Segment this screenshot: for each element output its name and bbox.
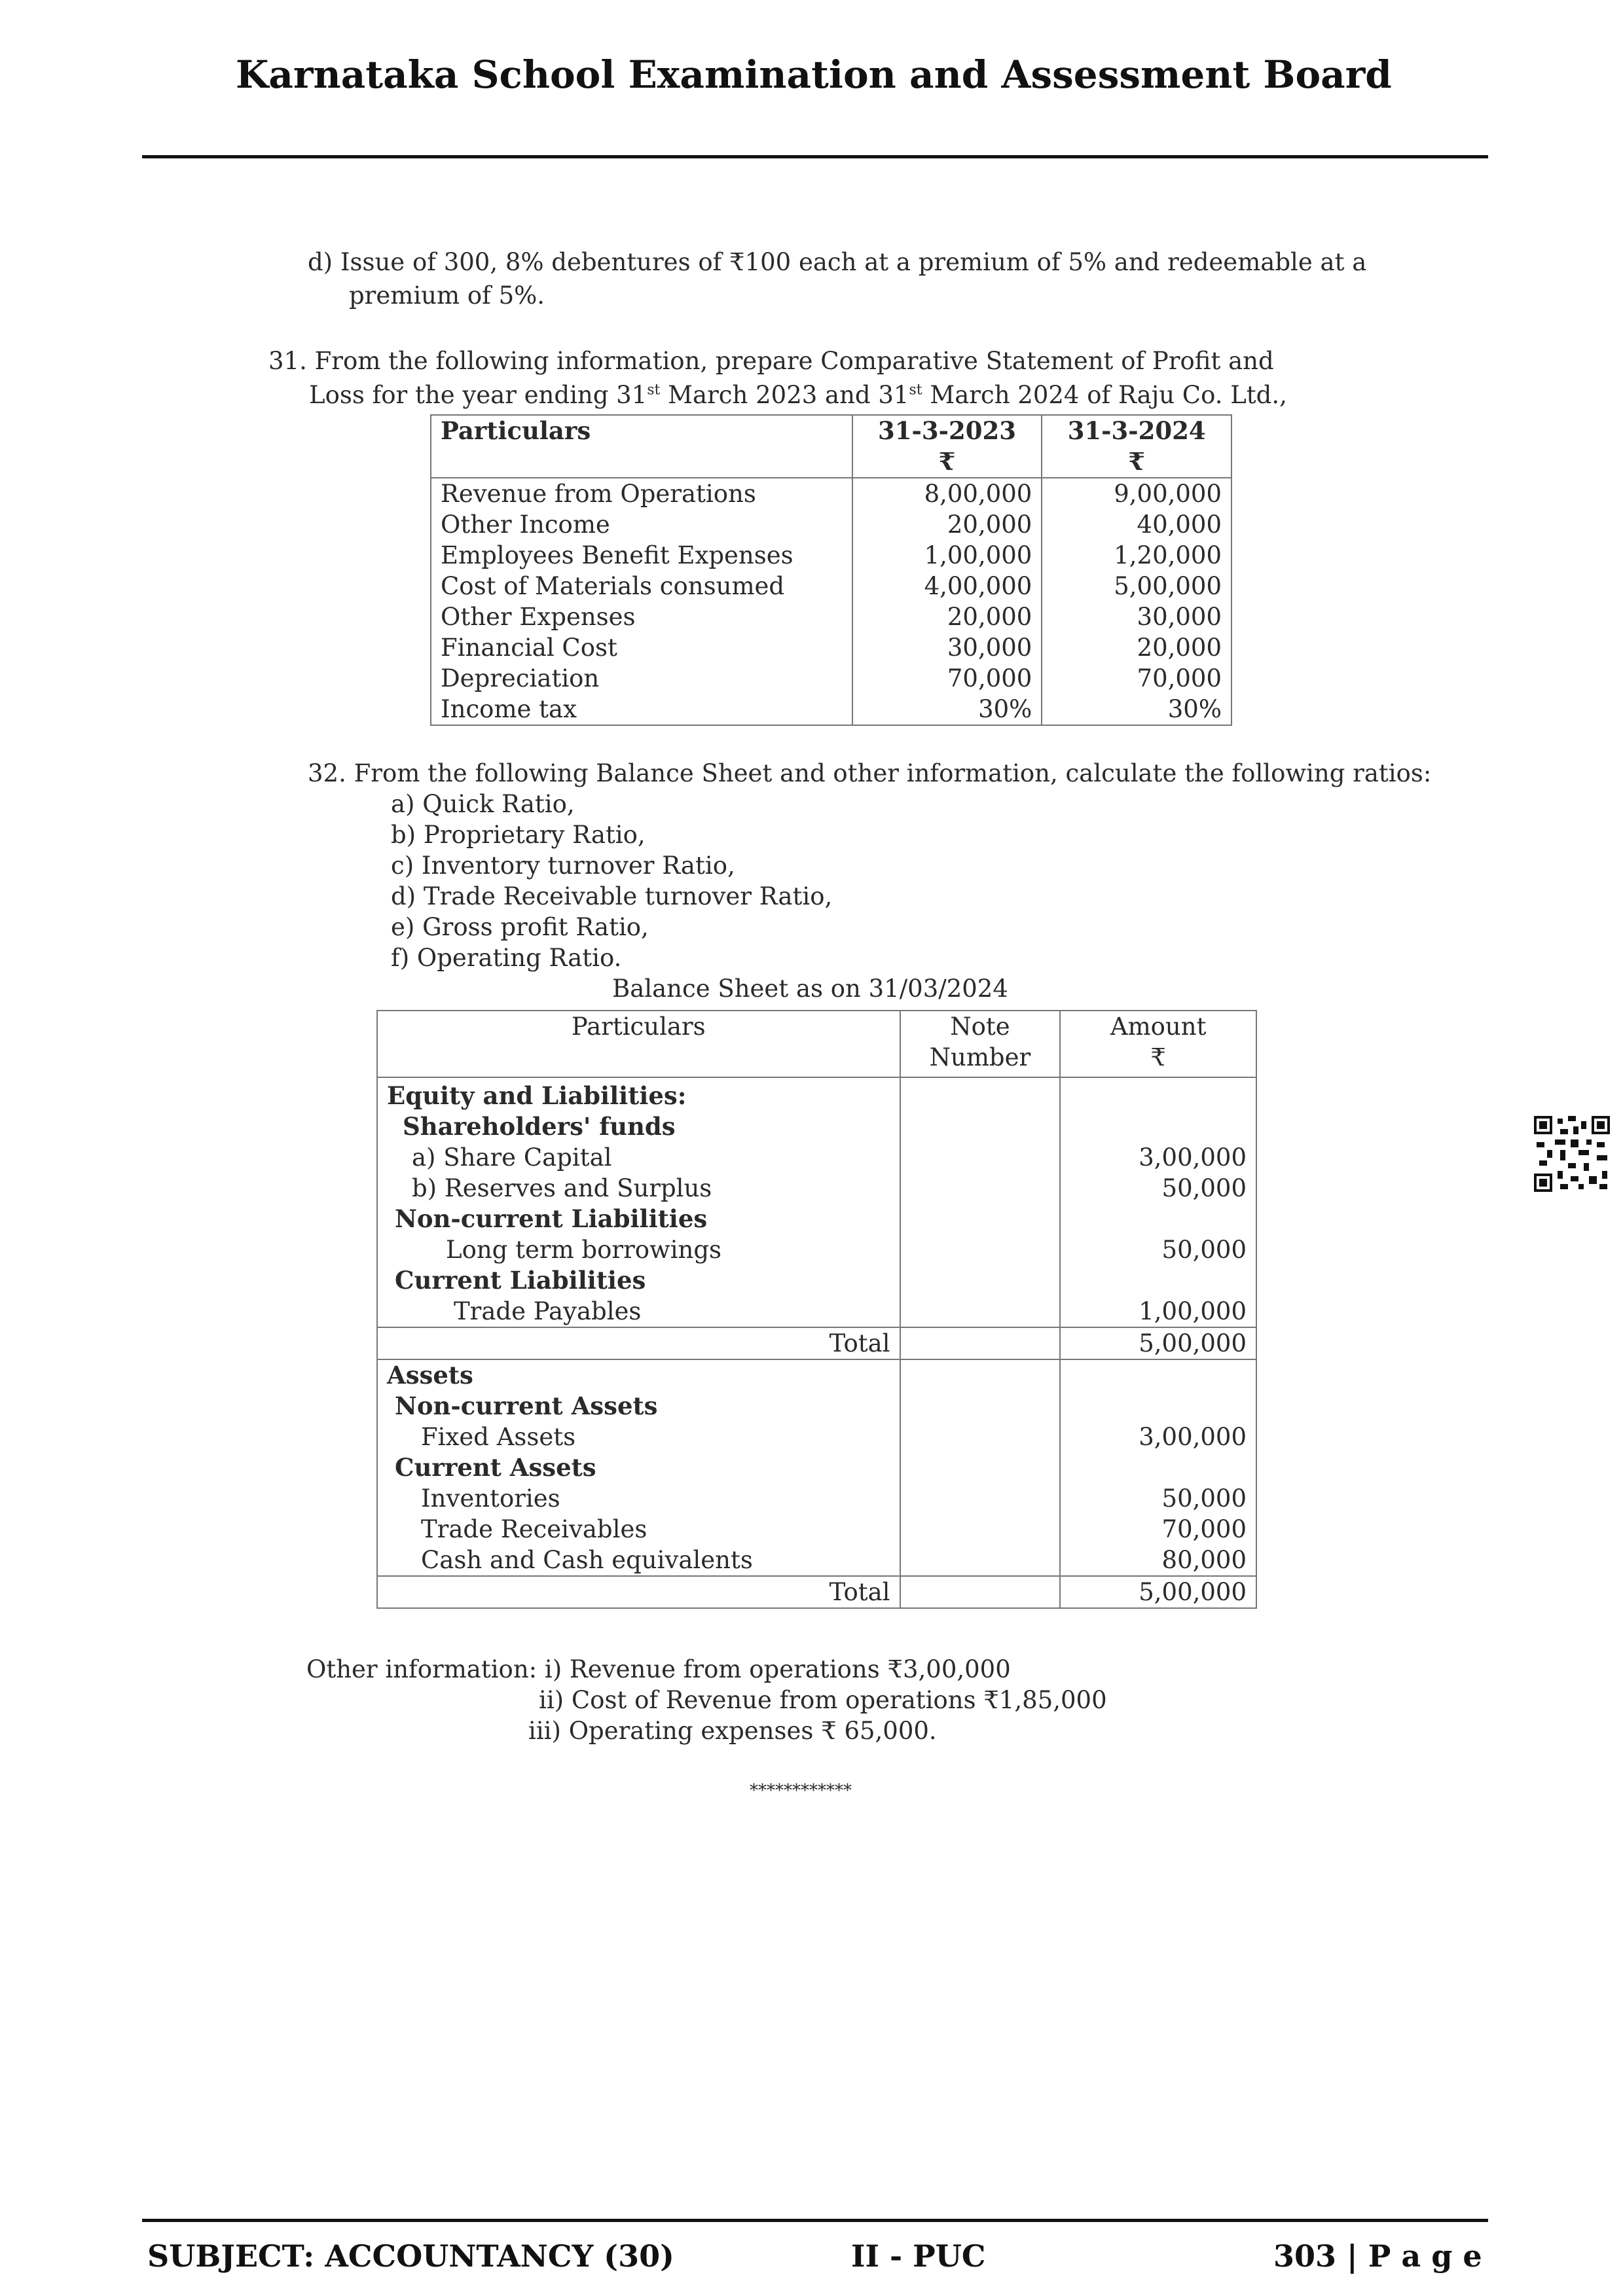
q30d-line2: premium of 5%. xyxy=(349,281,545,310)
bs-col-amount: Amount ₹ xyxy=(1060,1011,1256,1077)
q32-item-c: c) Inventory turnover Ratio, xyxy=(391,852,735,880)
pl-col-particulars: Particulars xyxy=(431,415,852,446)
q31-line1: 31. From the following information, prepare Comparative Statement of Profit and xyxy=(268,347,1274,375)
qr-code-icon xyxy=(1534,1116,1610,1192)
footer-subject: SUBJECT: ACCOUNTANCY (30) xyxy=(147,2238,674,2274)
bs-nca: Non-current Assets xyxy=(377,1391,900,1422)
table-row: Fixed Assets 3,00,000 xyxy=(377,1422,1256,1452)
table-row: Cash and Cash equivalents 80,000 xyxy=(377,1545,1256,1576)
q32-intro: 32. From the following Balance Sheet and other information, calculate the following ratios: xyxy=(308,759,1432,787)
pl-currency-2024: ₹ xyxy=(1042,446,1231,478)
other-info-3: iii) Operating expenses ₹ 65,000. xyxy=(528,1717,937,1745)
bs-total-row-2: Total 5,00,000 xyxy=(377,1576,1256,1608)
bs-col-note: Note Number xyxy=(900,1011,1061,1077)
table-row: Trade Payables 1,00,000 xyxy=(377,1296,1256,1327)
pl-col-2023: 31-3-2023 xyxy=(852,415,1042,446)
bs-assets: Assets xyxy=(377,1359,900,1391)
bs-shareholders-funds: Shareholders' funds xyxy=(377,1111,900,1142)
q32-item-e: e) Gross profit Ratio, xyxy=(391,913,649,941)
other-info-2: ii) Cost of Revenue from operations ₹1,85,000 xyxy=(539,1686,1107,1714)
footer-class: II - PUC xyxy=(851,2238,986,2274)
footer-page: 303 | P a g e xyxy=(1273,2238,1482,2274)
balance-sheet-table xyxy=(376,1010,1257,1609)
table-row: a) Share Capital 3,00,000 xyxy=(377,1142,1256,1173)
comparative-pl-table xyxy=(430,414,1232,726)
q30d-line1: d) Issue of 300, 8% debentures of ₹100 each at a premium of 5% and redeemable at a xyxy=(308,248,1367,276)
q32-item-b: b) Proprietary Ratio, xyxy=(391,821,646,849)
q32-item-d: d) Trade Receivable turnover Ratio, xyxy=(391,882,833,910)
table-row: Inventories 50,000 xyxy=(377,1483,1256,1514)
bs-ncl: Non-current Liabilities xyxy=(377,1204,900,1234)
table-row: Depreciation 70,000 70,000 xyxy=(431,663,1231,694)
table-row: Employees Benefit Expenses 1,00,000 1,20,000 xyxy=(431,540,1231,571)
pl-col-2024: 31-3-2024 xyxy=(1042,415,1231,446)
footer-rule xyxy=(142,2219,1488,2222)
bs-title: Balance Sheet as on 31/03/2024 xyxy=(612,975,1008,1003)
table-row: Income tax 30% 30% xyxy=(431,694,1231,725)
bs-col-particulars: Particulars xyxy=(377,1011,900,1077)
table-row: Trade Receivables 70,000 xyxy=(377,1514,1256,1545)
table-row: Revenue from Operations 8,00,000 9,00,000 xyxy=(431,478,1231,509)
pl-currency-2023: ₹ xyxy=(852,446,1042,478)
table-row: Other Expenses 20,000 30,000 xyxy=(431,601,1231,632)
q32-item-f: f) Operating Ratio. xyxy=(391,944,622,972)
table-row: Cost of Materials consumed 4,00,000 5,00,000 xyxy=(431,571,1231,601)
bs-cl: Current Liabilities xyxy=(377,1265,900,1296)
other-info-1: Other information: i) Revenue from operations ₹3,00,000 xyxy=(306,1655,1011,1683)
bs-total-row-1: Total 5,00,000 xyxy=(377,1327,1256,1359)
bs-equity-heading: Equity and Liabilities: xyxy=(377,1077,900,1111)
q32-item-a: a) Quick Ratio, xyxy=(391,790,575,818)
header-rule xyxy=(142,155,1488,158)
end-stars: ************ xyxy=(750,1781,852,1801)
table-row: Other Income 20,000 40,000 xyxy=(431,509,1231,540)
table-row: Long term borrowings 50,000 xyxy=(377,1234,1256,1265)
table-row: b) Reserves and Surplus 50,000 xyxy=(377,1173,1256,1204)
bs-ca: Current Assets xyxy=(377,1452,900,1483)
board-title: Karnataka School Examination and Assessment Board xyxy=(236,52,1392,97)
q31-line2: Loss for the year ending 31st March 2023 and 31st March 2024 of Raju Co. Ltd., xyxy=(309,381,1287,409)
table-row: Financial Cost 30,000 20,000 xyxy=(431,632,1231,663)
